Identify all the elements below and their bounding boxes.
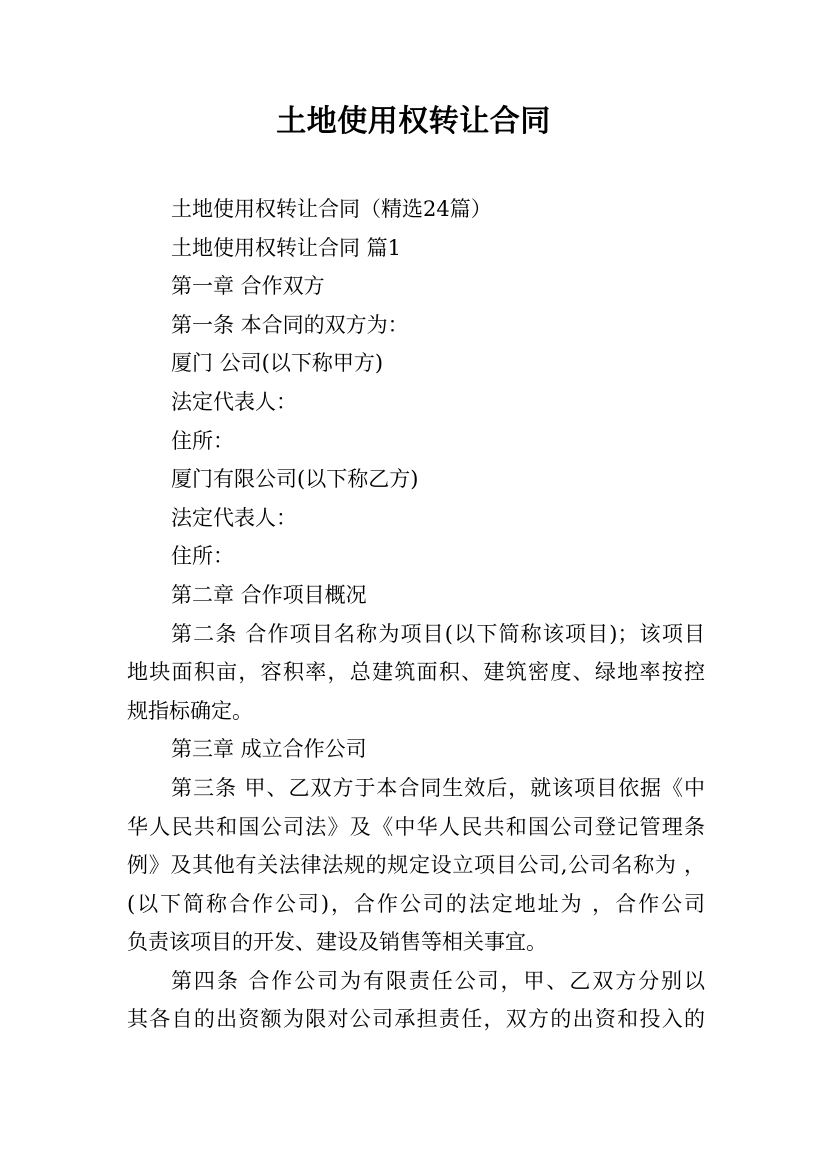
text-line: (以下简称合作公司)，合作公司的法定地址为 ，合作公司: [127, 891, 705, 916]
text-line: 土地使用权转让合同 篇1: [171, 235, 402, 260]
text-line: 地块面积亩，容积率，总建筑面积、建筑密度、绿地率按控: [127, 660, 705, 685]
document-body: [127, 190, 705, 1039]
text-line: 法定代表人：: [171, 389, 297, 414]
text-line: 住所：: [171, 428, 234, 453]
text-line: 第四条 合作公司为有限责任公司，甲、乙双方分别以: [171, 968, 705, 993]
text-line: 第一章 合作双方: [171, 274, 325, 299]
text-line: 土地使用权转让合同（精选24篇）: [171, 197, 492, 221]
text-line: 其各自的出资额为限对公司承担责任，双方的出资和投入的: [127, 1007, 705, 1032]
text-line: 规指标确定。: [127, 698, 253, 723]
text-line: 例》及其他有关法律法规的规定设立项目公司,公司名称为 ，: [127, 853, 705, 878]
text-line: 法定代表人：: [171, 505, 297, 530]
text-line: 第二章 合作项目概况: [171, 582, 367, 607]
document-title: 土地使用权转让合同: [276, 104, 551, 139]
text-line: 厦门 公司(以下称甲方): [171, 351, 384, 376]
text-line: 厦门有限公司(以下称乙方): [171, 467, 419, 492]
text-line: 负责该项目的开发、建设及销售等相关事宜。: [127, 930, 547, 955]
text-line: 第二条 合作项目名称为项目(以下简称该项目)；该项目: [171, 621, 705, 646]
text-line: 华人民共和国公司法》及《中华人民共和国公司登记管理条: [127, 814, 705, 839]
text-line: 第三条 甲、乙双方于本合同生效后，就该项目依据《中: [171, 775, 705, 800]
text-line: 第一条 本合同的双方为：: [171, 312, 409, 337]
text-line: 住所：: [171, 544, 234, 569]
text-line: 第三章 成立合作公司: [171, 737, 367, 762]
